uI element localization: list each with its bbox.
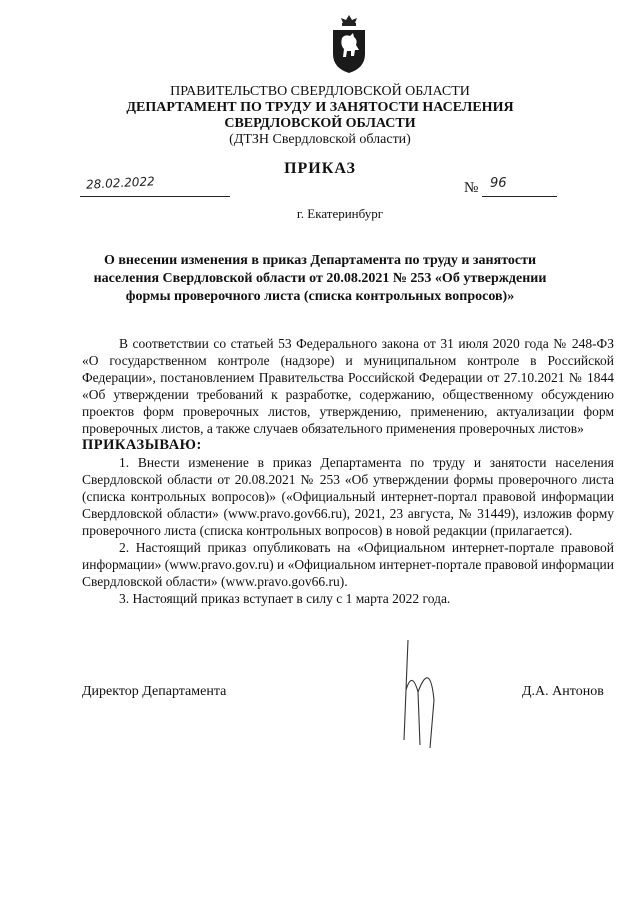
department-region: СВЕРДЛОВСКОЙ ОБЛАСТИ [224,116,416,131]
government-name: ПРАВИТЕЛЬСТВО СВЕРДЛОВСКОЙ ОБЛАСТИ [170,84,470,99]
coat-of-arms-icon [330,14,368,74]
order-directive: ПРИКАЗЫВАЮ: [82,437,202,453]
city: г. Екатеринбург [296,206,384,221]
order-item-2: 2. Настоящий приказ опубликовать на «Официальном интернет-портале правовой информации» (www.pravo.gov.ru) и «Официальном интернет-портале правовой информации Свердловской области» (www.pravo.gov66.ru). [82,540,614,589]
subject-line: населения Свердловской области от 20.08.2021 № 253 «Об утверждении [93,271,547,286]
preamble-paragraph: В соответствии со статьей 53 Федерального закона от 31 июля 2020 года № 248-ФЗ «О государственном контроле (надзоре) и муниципальном контроле в Российской Федерации», постановлением Правительства Российской Федерации от 27.10.2021 № 1844 «Об утверждении требований к разработке, содержанию, общественному обсуждению проектов форм проверочных листов, утверждению, применению, актуализации форм проверочных листов, а также случаев обязательного применения проверочных листов» [82,336,614,436]
date-field [80,174,230,197]
signatory-position: Директор Департамента [82,684,227,699]
department-name: ДЕПАРТАМЕНТ ПО ТРУДУ И ЗАНЯТОСТИ НАСЕЛЕНИЯ [126,100,514,115]
handwritten-date: 28.02.2022 [85,174,156,192]
number-field [482,176,557,197]
order-subject [90,252,550,306]
order-body [82,335,614,607]
number-sign: № [464,180,479,196]
handwritten-number: 96 [490,176,507,191]
document-type-title: ПРИКАЗ [284,160,356,177]
subject-line: формы проверочного листа (списка контрольных вопросов)» [125,289,515,304]
department-abbreviation: (ДТЗН Свердловской области) [229,132,411,147]
signatory-name: Д.А. Антонов [522,684,604,699]
handwritten-signature [360,630,470,750]
order-item-3: 3. Настоящий приказ вступает в силу с 1 марта 2022 года. [119,591,451,606]
subject-line: О внесении изменения в приказ Департамента по труду и занятости [103,253,537,268]
order-item-1: 1. Внести изменение в приказ Департамента по труду и занятости населения Свердловской области от 20.08.2021 № 253 «Об утверждении формы проверочного листа (списка контрольных вопросов)» («Официальный интернет-портал правовой информации Свердловской области» (www.pravo.gov66.ru), 2021, 23 августа, № 31449), изложив форму проверочного листа (списка контрольных вопросов) в новой редакции (прилагается). [82,455,614,538]
